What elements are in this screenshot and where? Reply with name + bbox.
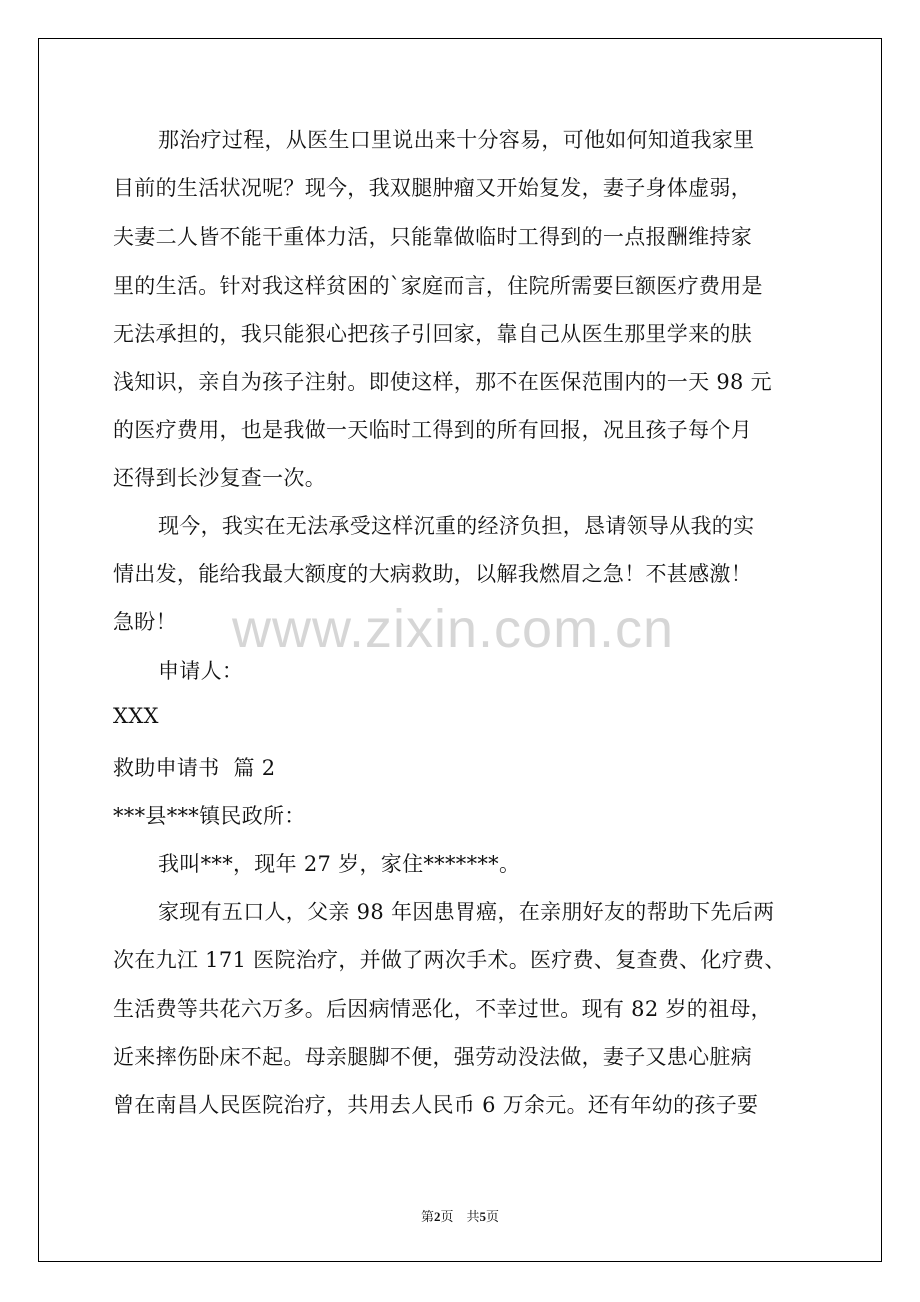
footer-suffix: 页 [486, 1209, 500, 1224]
paragraph-line: 无法承担的，我只能狠心把孩子引回家，靠自己从医生那里学来的肤 [113, 322, 752, 346]
footer-prefix: 第 [420, 1209, 434, 1224]
applicant-name: XXX [113, 704, 159, 728]
paragraph-line: 浅知识，亲自为孩子注射。即使这样，那不在医保范围内的一天 98 元 [113, 370, 772, 394]
paragraph-line: 曾在南昌人民医院治疗，共用去人民币 6 万余元。还有年幼的孩子要 [113, 1093, 759, 1117]
paragraph-line: 目前的生活状况呢？现今，我双腿肿瘤又开始复发，妻子身体虚弱， [113, 176, 752, 200]
footer-mid: 页 共 [440, 1209, 480, 1224]
paragraph-line: 家现有五口人，父亲 98 年因患胃癌，在亲朋好友的帮助下先后两 [158, 900, 775, 924]
footer-page-total: 5 [479, 1209, 486, 1224]
paragraph-line: 近来摔伤卧床不起。母亲腿脚不便，强劳动没法做，妻子又患心脏病 [113, 1045, 752, 1069]
watermark: www.zixin.com.cn [232, 599, 675, 659]
paragraph-line: 生活费等共花六万多。后因病情恶化，不幸过世。现有 82 岁的祖母， [113, 997, 772, 1021]
paragraph-line: 急盼！ [113, 610, 177, 634]
paragraph-line: 那治疗过程，从医生口里说出来十分容易，可他如何知道我家里 [158, 128, 755, 152]
section-title: 救助申请书 篇 2 [113, 756, 276, 780]
salutation: ***县***镇民政所： [113, 804, 306, 828]
paragraph-line: 还得到长沙复查一次。 [113, 466, 326, 490]
paragraph-line: 的医疗费用，也是我做一天临时工得到的所有回报，况且孩子每个月 [113, 418, 752, 442]
applicant-label: 申请人： [158, 659, 244, 683]
page-footer [0, 1206, 920, 1225]
paragraph-line: 次在九江 171 医院治疗，并做了两次手术。医疗费、复查费、化疗费、 [113, 948, 786, 972]
paragraph-line: 里的生活。针对我这样贫困的`家庭而言，住院所需要巨额医疗费用是 [113, 274, 763, 298]
paragraph-line: 情出发，能给我最大额度的大病救助，以解我燃眉之急！不甚感激！ [113, 562, 752, 586]
paragraph-line: 现今，我实在无法承受这样沉重的经济负担，恳请领导从我的实 [158, 514, 755, 538]
intro-line: 我叫***，现年 27 岁，家住*******。 [158, 852, 521, 876]
paragraph-line: 夫妻二人皆不能干重体力活，只能靠做临时工得到的一点报酬维持家 [113, 225, 752, 249]
footer-page-number: 2 [433, 1209, 441, 1224]
